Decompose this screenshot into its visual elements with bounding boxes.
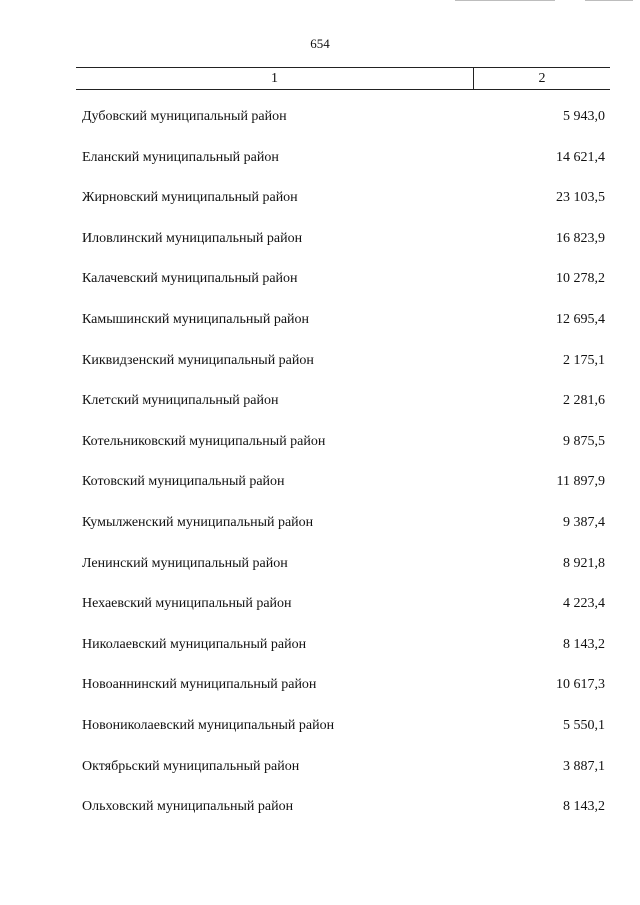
table-row <box>82 428 605 469</box>
table-row <box>82 306 605 347</box>
page-number: 654 <box>310 36 330 51</box>
district-value: 2 175,1 <box>563 352 605 368</box>
district-name: Калачевский муниципальный район <box>82 271 298 287</box>
district-name: Новониколаевский муниципальный район <box>82 717 335 733</box>
district-value: 23 103,5 <box>556 190 605 206</box>
table-row <box>82 225 605 266</box>
table-row <box>82 671 605 712</box>
table-row <box>82 468 605 509</box>
district-value: 8 921,8 <box>563 555 605 571</box>
table-row <box>82 712 605 753</box>
district-name: Ленинский муниципальный район <box>82 555 288 571</box>
district-name: Октябрьский муниципальный район <box>82 758 300 774</box>
district-value: 3 887,1 <box>563 758 605 774</box>
district-value: 9 387,4 <box>563 514 605 530</box>
scan-artifact-line <box>585 0 633 1</box>
district-name: Жирновский муниципальный район <box>82 190 298 206</box>
district-name: Нехаевский муниципальный район <box>82 596 292 612</box>
table-row <box>82 184 605 225</box>
scan-artifact-line <box>455 0 555 1</box>
table-row <box>82 265 605 306</box>
district-value: 8 143,2 <box>563 636 605 652</box>
district-value: 11 897,9 <box>556 474 605 490</box>
district-value: 4 223,4 <box>563 596 605 612</box>
district-name: Камышинский муниципальный район <box>82 311 310 327</box>
table-row <box>82 509 605 550</box>
district-name: Киквидзенский муниципальный район <box>82 352 314 368</box>
district-name: Николаевский муниципальный район <box>82 636 307 652</box>
district-value: 14 621,4 <box>556 149 605 165</box>
table-body <box>82 103 605 834</box>
district-name: Кумылженский муниципальный район <box>82 514 314 530</box>
table-row <box>82 753 605 794</box>
table-row <box>82 347 605 388</box>
district-name: Ольховский муниципальный район <box>82 799 294 815</box>
table-row <box>82 590 605 631</box>
district-value: 12 695,4 <box>556 311 605 327</box>
table-row <box>82 793 605 834</box>
column-header-2: 2 <box>538 71 546 86</box>
district-name: Иловлинский муниципальный район <box>82 230 303 246</box>
district-value: 8 143,2 <box>563 799 605 815</box>
column-header-1: 1 <box>76 68 474 89</box>
district-name: Котельниковский муниципальный район <box>82 433 326 449</box>
table-row <box>82 144 605 185</box>
district-value: 10 617,3 <box>556 677 605 693</box>
table-row <box>82 387 605 428</box>
district-value: 9 875,5 <box>563 433 605 449</box>
district-value: 5 943,0 <box>563 109 605 124</box>
district-name: Котовский муниципальный район <box>82 474 285 490</box>
district-value: 2 281,6 <box>563 393 605 409</box>
district-name: Еланский муниципальный район <box>82 149 279 165</box>
district-value: 10 278,2 <box>556 271 605 287</box>
table-row <box>82 550 605 591</box>
table-row <box>82 103 605 144</box>
district-name: Клетский муниципальный район <box>82 393 279 409</box>
district-name: Дубовский муниципальный район <box>82 109 287 124</box>
table-row <box>82 631 605 672</box>
district-name: Новоаннинский муниципальный район <box>82 677 317 693</box>
district-value: 16 823,9 <box>556 230 605 246</box>
district-value: 5 550,1 <box>563 717 605 733</box>
table-header <box>76 67 610 90</box>
